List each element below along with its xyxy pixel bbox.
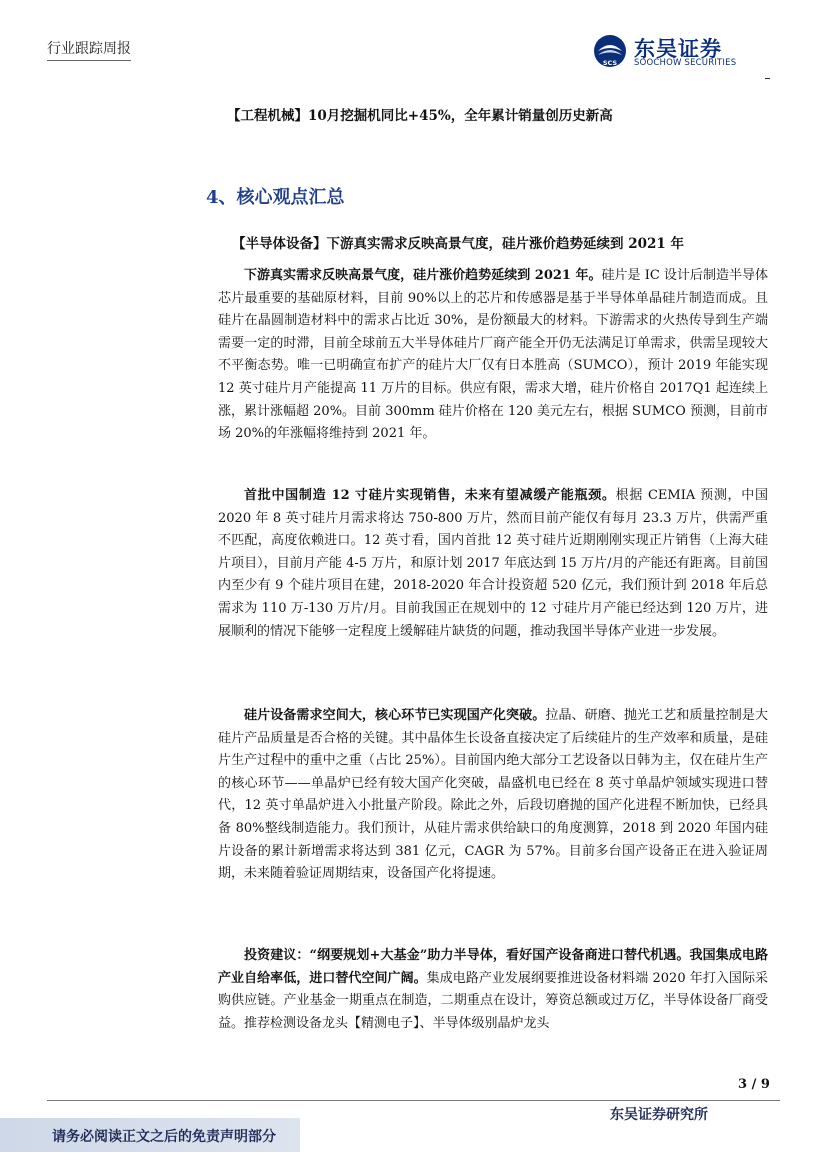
scs-logo-icon [592,33,628,69]
section-title: 4、核心观点汇总 [206,187,345,208]
header-divider [765,78,770,79]
company-logo [592,33,762,69]
paragraph-3-body: 拉晶、研磨、抛光工艺和质量控制是大硅片产品质量是否合格的关键。其中晶体生长设备直接决定了后续硅片的生产效率和质量，是硅片生产过程中的重中之重（占比 25%）。目前国内绝大部分工艺设备以日韩为主，仅在硅片生产的核心环节——单晶炉已经有较大国产化突破，晶盛机电已经在 8 英寸单晶炉领域实现进口替代，12 英寸单晶炉进入小批量产阶段。除此之外，后段切磨抛的国产化进程不断加快，已经具备 80%整线制造能力。我们预计，从硅片需求供给缺口的角度测算，2018 到 2020 年国内硅片设备的累计新增需求将达到 381 亿元，CAGR 为 57%。目前多台国产设备正在进入验证周期，未来随着验证周期结束，设备国产化将提速。 [218,708,768,882]
paragraph-2 [218,485,768,643]
footer-divider [47,1100,780,1101]
page-number: 3 / 9 [738,1077,770,1092]
paragraph-3-lead: 硅片设备需求空间大，核心环节已实现国产化突破。 [244,708,546,723]
paragraph-3 [218,705,768,886]
intro-headline: 【工程机械】10月挖掘机同比+45%，全年累计销量创历史新高 [227,108,613,124]
logo-mark-text: SCS [602,59,618,67]
paragraph-4-lead: 投资建议：“纲要规划+大基金”助力半导体，看好国产设备商进口替代机遇。我国集成电路产业自给率低，进口替代空间广阔。 [218,948,768,986]
paragraph-1 [218,265,768,446]
report-type-label: 行业跟踪周报 [47,38,131,61]
paragraph-2-lead: 首批中国制造 12 寸硅片实现销售，未来有望减缓产能瓶颈。 [244,488,616,503]
logo-english-name: SOOCHOW SECURITIES [634,58,737,68]
paragraph-4 [218,945,768,1035]
footer-firm-name: 东吴证券研究所 [610,1107,708,1123]
paragraph-1-lead: 下游真实需求反映高景气度，硅片涨价趋势延续到 2021 年。 [244,268,602,283]
footer-disclaimer: 请务必阅读正文之后的免责声明部分 [52,1129,276,1145]
logo-name: 东吴证券 [634,37,722,61]
paragraph-2-body: 根据 CEMIA 预测，中国 2020 年 8 英寸硅片月需求将达 750-800 万片，然而目前产能仅有每月 23.3 万片，供需严重不匹配，高度依赖进口。12 英寸看，国内首批 12 英寸硅片近期刚刚实现正片销售（上海大硅片项目），目前月产能 4-5 万片，和原计划 2017 年底达到 15 万片/月的产能还有距离。目前国内至少有 9 个硅片项目在建，2018-2020 年合计投资超 520 亿元，我们预计到 2018 年后总需求为 110 万-130 万片/月。目前我国正在规划中的 12 寸硅片月产能已经达到 120 万片，进展顺利的情况下能够一定程度上缓解硅片缺货的问题，推动我国半导体产业进一步发展。 [218,488,768,639]
paragraph-1-body: 硅片是 IC 设计后制造半导体芯片最重要的基础原材料，目前 90%以上的芯片和传感器是基于半导体单晶硅片制造而成。且硅片在晶圆制造材料中的需求占比近 30%，是份额最大的材料。下游需求的火热传导到生产端需要一定的时滞，目前全球前五大半导体硅片厂商产能全开仍无法满足订单需求，供需呈现较大不平衡态势。唯一已明确宣布扩产的硅片大厂仅有日本胜高（SUMCO），预计 2019 年能实现 12 英寸硅片月产能提高 11 万片的目标。供应有限，需求大增，硅片价格自 2017Q1 起连续上涨，累计涨幅超 20%。目前 300mm 硅片价格在 120 美元左右，根据 SUMCO 预测，目前市场 20%的年涨幅将维持到 2021 年。 [218,268,768,442]
subsection-title: 【半导体设备】下游真实需求反映高景气度，硅片涨价趋势延续到 2021 年 [232,236,684,252]
paragraph-4-body: 集成电路产业发展纲要推进设备材料端 2020 年打入国际采购供应链。产业基金一期重点在制造，二期重点在设计，筹资总额或过万亿，半导体设备厂商受益。推荐检测设备龙头【精测电子】、半导体级别晶炉龙头 [218,970,768,1031]
